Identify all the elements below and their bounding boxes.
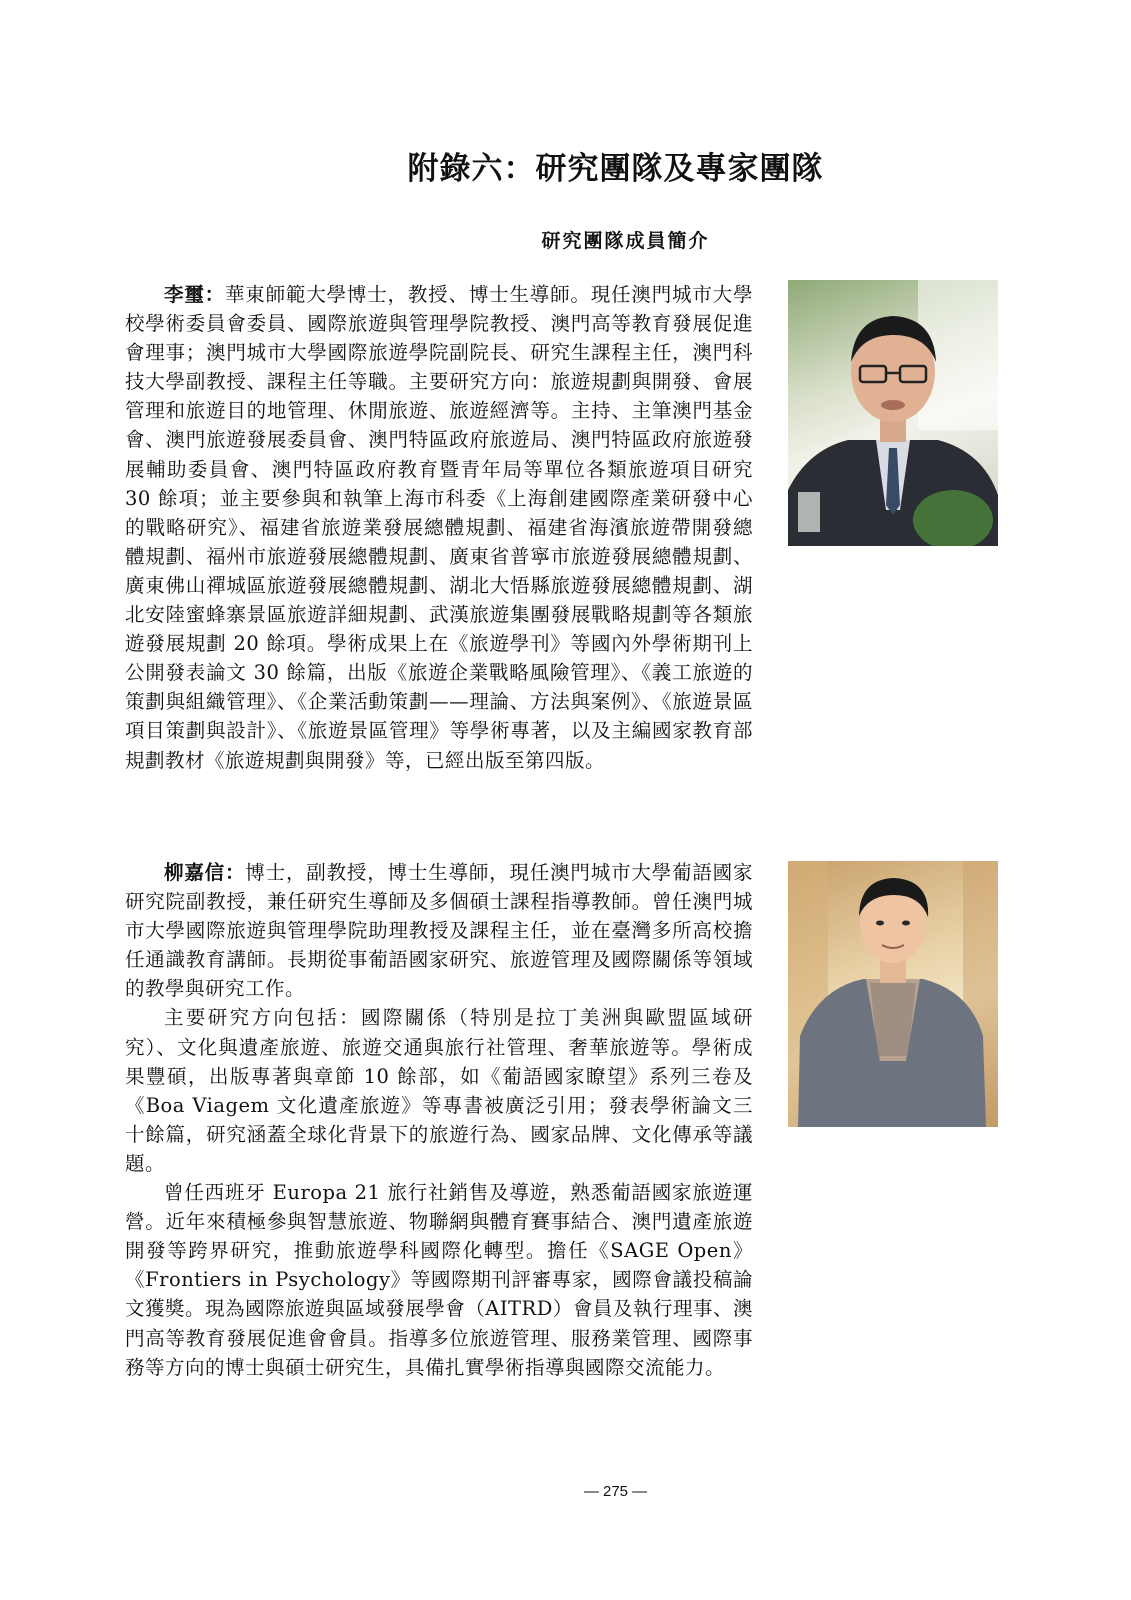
section-heading: 研究團隊成員簡介 [541, 230, 710, 252]
bio-paragraph: 曾任西班牙 Europa 21 旅行社銷售及導遊，熟悉葡語國家旅遊運營。近年來積極參與智慧旅遊、物聯網與體育賽事結合、澳門遺產旅遊開發等跨界研究，推動旅遊學科國際化轉型。擔任《SAGE Open》《Frontiers in Psychology》等國際期刊評審專家，國際會議投稿論文獲獎。現為國際旅遊與區域發展學會（AITRD）會員及執行理事、澳門高等教育發展促進會會員。指導多位旅遊管理、服務業管理、國際事務等方向的博士與碩士研究生，具備扎實學術指導與國際交流能力。 [125, 1181, 753, 1379]
portrait-image [788, 280, 998, 546]
page-title: 附錄六：研究團隊及專家團隊 [407, 151, 824, 187]
member-name: 柳嘉信： [164, 861, 246, 884]
bio-text: 博士，副教授，博士生導師，現任澳門城市大學葡語國家研究院副教授，兼任研究生導師及多個碩士課程指導教師。曾任澳門城市大學國際旅遊與管理學院助理教授及課程主任，並在臺灣多所高校擔任通識教育講師。長期從事葡語國家研究、旅遊管理及國際關係等領域的教學與研究工作。 [125, 861, 753, 1001]
member-name: 李璽： [164, 283, 225, 306]
member-photo-1 [788, 280, 998, 546]
portrait-image [788, 861, 998, 1127]
member-bio-2 [125, 858, 753, 1382]
bio-paragraph: 主要研究方向包括：國際關係（特別是拉丁美洲與歐盟區域研究）、文化與遺產旅遊、旅遊交通與旅行社管理、奢華旅遊等。學術成果豐碩，出版專著與章節 10 餘部，如《葡語國家瞭望》系列三卷及《Boa Viagem 文化遺產旅遊》等專書被廣泛引用；發表學術論文三十餘篇，研究涵蓋全球化背景下的旅遊行為、國家品牌、文化傳承等議題。 [125, 1006, 753, 1175]
member-photo-2 [788, 861, 998, 1127]
member-bio-1 [125, 280, 753, 775]
page-number: — 275 — [583, 1483, 648, 1500]
bio-paragraph [125, 858, 753, 1003]
bio-text: 華東師範大學博士，教授、博士生導師。現任澳門城市大學校學術委員會委員、國際旅遊與管理學院教授、澳門高等教育發展促進會理事；澳門城市大學國際旅遊學院副院長、研究生課程主任，澳門科技大學副教授、課程主任等職。主要研究方向：旅遊規劃與開發、會展管理和旅遊目的地管理、休閒旅遊、旅遊經濟等。主持、主筆澳門基金會、澳門旅遊發展委員會、澳門特區政府旅遊局、澳門特區政府旅遊發展輔助委員會、澳門特區政府教育暨青年局等單位各類旅遊項目研究 30 餘項；並主要參與和執筆上海市科委《上海創建國際產業研發中心的戰略研究》、福建省旅遊業發展總體規劃、福建省海濱旅遊帶開發總體規劃、福州市旅遊發展總體規劃、廣東省普寧市旅遊發展總體規劃、廣東佛山禪城區旅遊發展總體規劃、湖北大悟縣旅遊發展總體規劃、湖北安陸蜜蜂寨景區旅遊詳細規劃、武漢旅遊集團發展戰略規劃等各類旅遊發展規劃 20 餘項。學術成果上在《旅遊學刊》等國內外學術期刊上公開發表論文 30 餘篇，出版《旅遊企業戰略風險管理》、《義工旅遊的策劃與組織管理》、《企業活動策劃——理論、方法與案例》、《旅遊景區項目策劃與設計》、《旅遊景區管理》等學術專著，以及主編國家教育部規劃教材《旅遊規劃與開發》等，已經出版至第四版。 [125, 283, 753, 772]
bio-paragraph [125, 280, 753, 775]
